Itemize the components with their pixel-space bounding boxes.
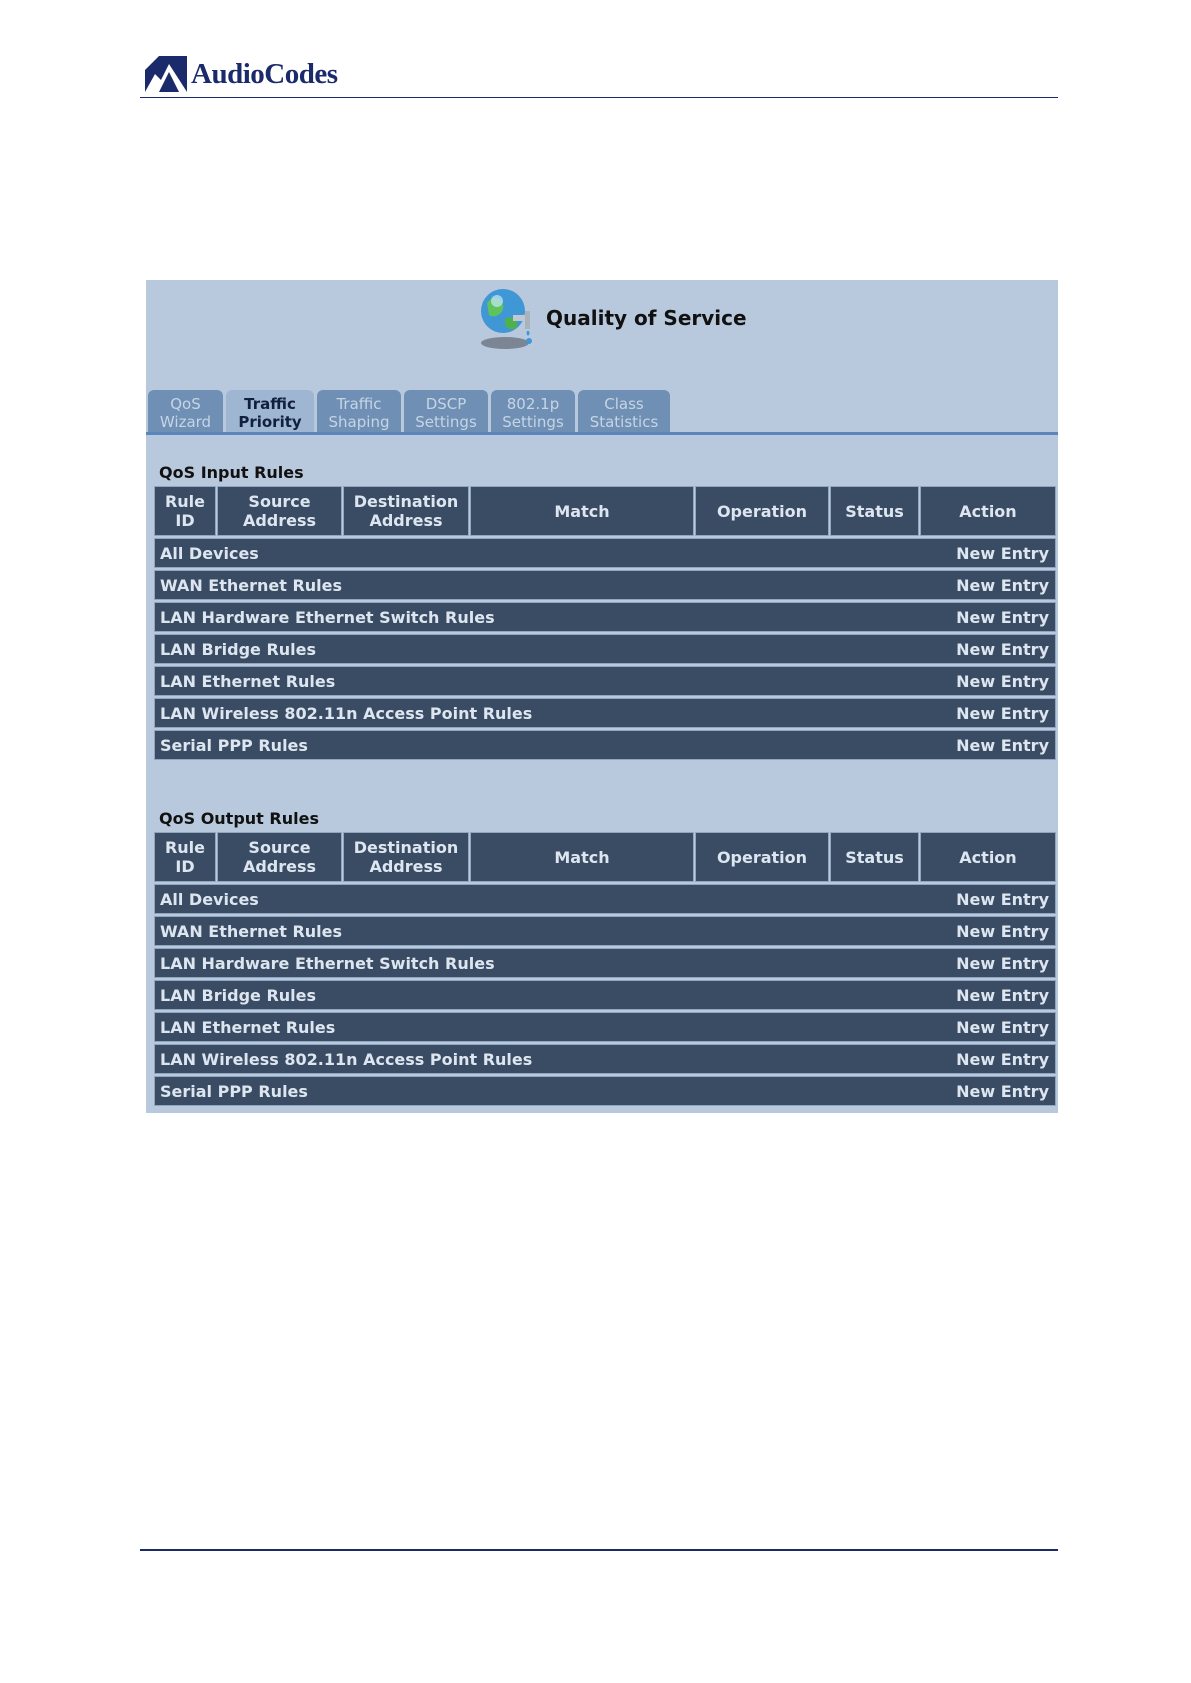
row-label: LAN Ethernet Rules [160,672,336,691]
output-rules-table [154,832,1056,1106]
new-entry-link[interactable]: New Entry [956,672,1049,691]
new-entry-link[interactable]: New Entry [956,576,1049,595]
tab-label-line2: Settings [415,413,477,431]
input-rules-table [154,486,1056,760]
row-label: LAN Bridge Rules [160,640,317,659]
table-header [154,486,1056,536]
audiocodes-logo [145,56,338,92]
table-row [154,570,1056,600]
tab-label-line1: DSCP [425,395,467,413]
logo-text: AudioCodes [191,58,338,90]
table-row [154,948,1056,978]
row-label: LAN Hardware Ethernet Switch Rules [160,954,495,973]
table-row [154,1012,1056,1042]
table-row [154,634,1056,664]
table-row [154,698,1056,728]
row-label: LAN Wireless 802.11n Access Point Rules [160,704,533,723]
tab-traffic-shaping[interactable] [317,390,401,432]
qos-globe-faucet-icon [475,285,539,351]
tab-label-line1: Traffic [244,395,296,413]
col-destination-address: Destination Address [343,832,469,882]
table-row [154,730,1056,760]
table-header [154,832,1056,882]
qos-screen [146,280,1058,1113]
new-entry-link[interactable]: New Entry [956,922,1049,941]
tab-label-line2: Priority [238,413,302,431]
col-destination-address: Destination Address [343,486,469,536]
new-entry-link[interactable]: New Entry [956,954,1049,973]
col-rule-id: Rule ID [154,832,216,882]
tab-label-line2: Statistics [589,413,659,431]
row-label: All Devices [160,890,259,909]
new-entry-link[interactable]: New Entry [956,736,1049,755]
new-entry-link[interactable]: New Entry [956,986,1049,1005]
row-label: LAN Hardware Ethernet Switch Rules [160,608,495,627]
tab-dscp-settings[interactable] [404,390,488,432]
tab-label-line1: QoS [170,395,201,413]
new-entry-link[interactable]: New Entry [956,1082,1049,1101]
tab-underline [146,432,1058,435]
row-label: All Devices [160,544,259,563]
col-action: Action [920,486,1056,536]
table-row [154,538,1056,568]
tab-8021p-settings[interactable] [491,390,575,432]
col-source-address: Source Address [217,832,342,882]
row-label: Serial PPP Rules [160,736,308,755]
tab-label-line1: Class [604,395,644,413]
tab-label-line1: 802.1p [506,395,560,413]
new-entry-link[interactable]: New Entry [956,1050,1049,1069]
table-row [154,916,1056,946]
col-operation: Operation [695,486,829,536]
tab-qos-wizard[interactable] [148,390,223,432]
col-match: Match [470,832,694,882]
col-rule-id: Rule ID [154,486,216,536]
tab-label-line2: Settings [502,413,564,431]
input-rules-title: QoS Input Rules [159,463,304,482]
row-label: LAN Wireless 802.11n Access Point Rules [160,1050,533,1069]
new-entry-link[interactable]: New Entry [956,640,1049,659]
table-row [154,980,1056,1010]
new-entry-link[interactable]: New Entry [956,608,1049,627]
table-row [154,602,1056,632]
page-title: Quality of Service [546,306,747,330]
table-row [154,666,1056,696]
output-rules-title: QoS Output Rules [159,809,319,828]
col-status: Status [830,832,919,882]
tab-class-statistics[interactable] [578,390,670,432]
header-rule [140,97,1058,98]
row-label: LAN Ethernet Rules [160,1018,336,1037]
new-entry-link[interactable]: New Entry [956,890,1049,909]
col-match: Match [470,486,694,536]
tab-label-line2: Wizard [159,413,212,431]
new-entry-link[interactable]: New Entry [956,1018,1049,1037]
row-label: Serial PPP Rules [160,1082,308,1101]
table-row [154,884,1056,914]
tab-traffic-priority[interactable] [226,390,314,432]
table-row [154,1076,1056,1106]
tab-label-line2: Shaping [328,413,390,431]
footer-rule [140,1549,1058,1551]
audiocodes-logo-icon [145,56,187,92]
col-action: Action [920,832,1056,882]
row-label: LAN Bridge Rules [160,986,317,1005]
col-operation: Operation [695,832,829,882]
new-entry-link[interactable]: New Entry [956,544,1049,563]
col-status: Status [830,486,919,536]
row-label: WAN Ethernet Rules [160,922,343,941]
row-label: WAN Ethernet Rules [160,576,343,595]
col-source-address: Source Address [217,486,342,536]
tab-label-line1: Traffic [336,395,382,413]
new-entry-link[interactable]: New Entry [956,704,1049,723]
table-row [154,1044,1056,1074]
